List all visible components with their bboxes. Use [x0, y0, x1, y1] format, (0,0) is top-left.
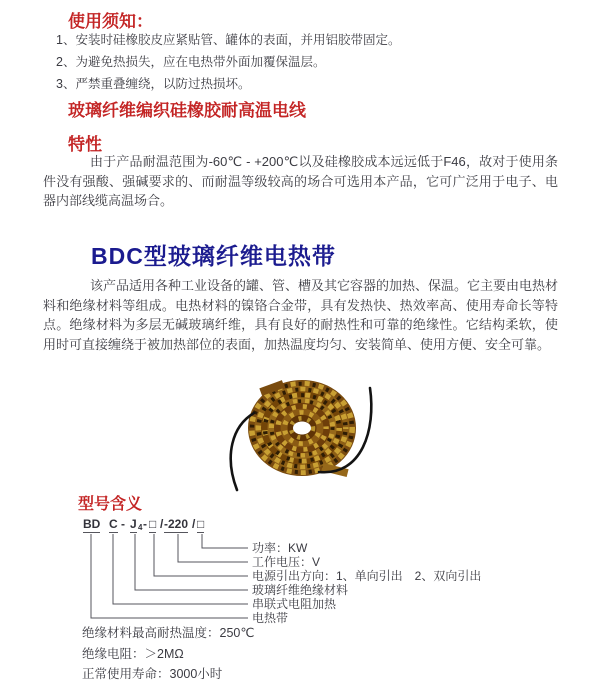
spec-line: 绝缘材料最高耐热温度：250℃ [82, 626, 255, 640]
spec-list [82, 623, 502, 685]
code-segment-box1: □ [149, 517, 157, 531]
model-label-voltage: 工作电压：V [252, 555, 321, 569]
model-label-power: 功率：KW [252, 541, 308, 555]
model-label-tape: 电热带 [252, 611, 289, 625]
code-slash: / [160, 517, 164, 531]
model-label-lead-dir: 电源引出方向：1、单向引出 2、双向引出 [252, 569, 482, 583]
code-dash: - [143, 517, 147, 531]
notice-item: 2、为避免热损失，应在电热带外面加覆保温层。 [56, 55, 326, 69]
model-section-heading: 型号含义 [78, 496, 143, 513]
spec-line: 绝缘电阻：＞2MΩ [82, 646, 184, 661]
code-slash: / [192, 517, 196, 531]
code-segment-j: J [130, 517, 137, 531]
model-code-diagram [80, 517, 560, 629]
code-segment-j-sub: 4 [138, 523, 143, 532]
bdc-paragraph: 该产品适用各种工业设备的罐、管、槽及其它容器的加热、保温。它主要由电热材料和绝缘材料等组成。电热材料的镍铬合金带，具有发热快、热效率高、使用寿命长等特点。绝缘材料为多层无碱玻璃纤维，具有良好的耐热性和可靠的绝缘性。它结构柔软，使用时可直接缠绕于被加热部位的表面，加热温度均匀、安装简单、使用方便、安全可靠。 [43, 278, 559, 352]
code-segment-bd: BD [83, 517, 101, 531]
model-label-series: 串联式电阻加热 [252, 597, 337, 611]
spec-line: 正常使用寿命：3000小时 [82, 667, 223, 681]
feature-paragraph: 由于产品耐温范围为-60℃ - +200℃以及硅橡胶成本远远低于F46，故对于使用条件没有强酸、强碱要求的、而耐温等级较高的场合可选用本产品，它可广泛用于电子、电器内部线缆高温场合。 [43, 154, 558, 208]
notice-item: 3、严禁重叠缠绕，以防过热损坏。 [56, 77, 251, 91]
notice-list [56, 29, 556, 95]
code-dash: - [121, 517, 125, 531]
notice-item: 1、安装时硅橡胶皮应紧贴管、罐体的表面，并用铝胶带固定。 [56, 33, 401, 47]
notice-heading: 使用须知： [68, 12, 153, 31]
code-segment-box2: □ [197, 517, 205, 531]
heating-tape-coil-image [224, 368, 389, 500]
code-segment-voltage: -220 [164, 517, 189, 531]
wire-section-heading: 玻璃纤维编织硅橡胶耐高温电线 [68, 101, 306, 120]
code-segment-c: C [109, 517, 118, 531]
model-label-insulation: 玻璃纤维绝缘材料 [252, 583, 349, 597]
feature-heading: 特性 [68, 135, 102, 154]
bdc-section-heading: BDC型玻璃纤维电热带 [91, 243, 336, 269]
